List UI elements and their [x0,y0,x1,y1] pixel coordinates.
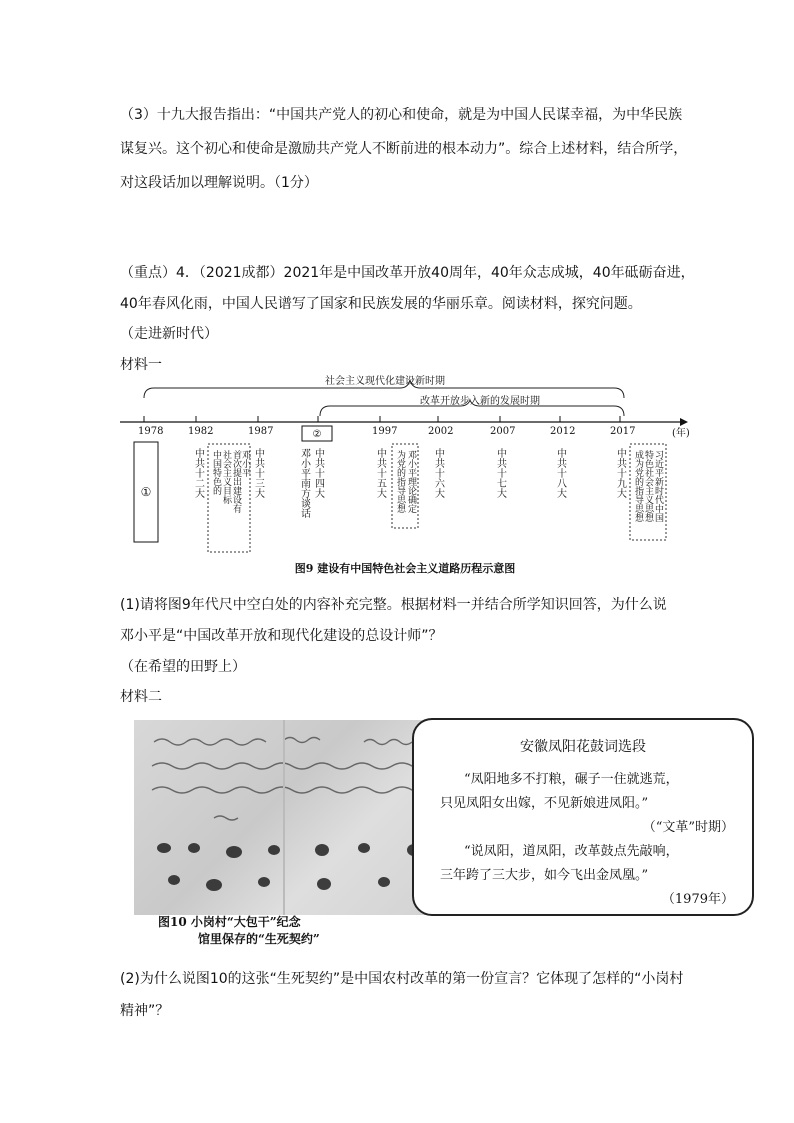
blank-box-1-label: ① [140,485,152,499]
year-2002: 2002 [428,426,454,437]
poem-title: 安徽凤阳花鼓词选段 [520,739,646,755]
year-2012: 2012 [550,426,576,437]
note-1982-line-2: 社会主义目标 [221,450,231,504]
note-2017-line-3: 习近平新时代中国 [653,450,663,522]
congress-13: 中共十三大 [252,448,264,498]
year-1978: 1978 [138,426,164,437]
poem-line-2: 只见凤阳女出嫁，不见新娘进凤阳。” [440,796,649,811]
poem-line-4: 三年跨了三大步，如今飞出金凤凰。” [440,868,649,883]
note-2017-line-1: 成为党的指导思想 [633,450,643,522]
note-1982-line-3: 首次提出建设有 [231,450,241,513]
congress-19: 中共十九大 [614,448,626,498]
sub1-line-1: (1)请将图9年代尺中空白处的内容补充完整。根据材料一并结合所学知识回答，为什么说 [120,597,667,613]
note-1982-line-4: 邓小平 [240,450,250,477]
section-heading-2: （在希望的田野上） [120,659,246,675]
figure-10 [120,702,760,952]
poem-line-3: “说凤阳，道凤阳，改革鼓点先敲响， [464,844,679,859]
q3-line-1: （3）十九大报告指出：“中国共产党人的初心和使命，就是为中国人民谋幸福，为中华民族 [120,107,683,123]
note-1997-line-2: 邓小平理论确定 [406,450,416,513]
note-nanfang: 邓小平南方谈话 [298,448,310,518]
blank-box-2-label: ② [312,429,322,440]
note-2017-line-2: 特色社会主义思想 [643,450,653,522]
sub1-line-2: 邓小平是“中国改革开放和现代化建设的总设计师”？ [120,628,443,644]
poem-tag-1: （“文革”时期） [642,820,734,835]
congress-16: 中共十六大 [432,448,444,498]
congress-12: 中共十二大 [192,448,204,498]
material-2-label: 材料二 [120,689,162,705]
axis-unit: (年) [672,428,690,439]
year-1997: 1997 [372,426,398,437]
section-heading-1: （走进新时代） [120,326,218,342]
sub2-line-2: 精神”？ [120,1003,170,1019]
year-1982: 1982 [188,426,214,437]
figure-10-caption [158,914,320,948]
material-1-label: 材料一 [120,357,162,373]
figure-9-caption: 图9 建设有中国特色社会主义道路历程示意图 [294,562,516,575]
congress-17: 中共十七大 [494,448,506,498]
q4-line-2: 40年春风化雨，中国人民谱写了国家和民族发展的华丽乐章。阅读材料，探究问题。 [120,296,642,312]
brace-outer-label: 社会主义现代化建设新时期 [325,376,445,387]
note-1997-line-1: 为党的指导思想 [395,450,405,513]
q4-line-1: （重点）4．（2021成都）2021年是中国改革开放40周年，40年众志成城，40年砥砺奋进， [120,265,695,281]
figure-10-caption-line-1: 图10 小岗村“大包干”纪念 [158,915,301,929]
congress-18: 中共十八大 [554,448,566,498]
year-2017: 2017 [610,426,636,437]
sub2-line-1: (2)为什么说图10的这张“生死契约”是中国农村改革的第一份宣言？它体现了怎样的“小岗村 [120,971,684,987]
figure-10-caption-line-2: 馆里保存的“生死契约” [198,932,320,946]
poem-tag-2: （1979年） [661,892,734,907]
q3-line-2: 谋复兴。这个初心和使命是激励共产党人不断前进的根本动力”。综合上述材料，结合所学， [120,141,688,157]
poem-line-1: “凤阳地多不打粮，碾子一住就逃荒， [464,772,679,787]
brace-inner-label: 改革开放步入新的发展时期 [420,396,540,407]
poem-box [412,718,754,916]
congress-14: 中共十四大 [312,448,324,498]
axis-arrow-icon [680,418,688,426]
year-2007: 2007 [490,426,516,437]
congress-15: 中共十五大 [374,448,386,498]
note-1982-line-1: 中国特色的 [211,450,221,495]
q3-line-3: 对这段话加以理解说明。（1分） [120,175,318,191]
year-1987: 1987 [248,426,274,437]
timeline-figure [120,372,690,582]
